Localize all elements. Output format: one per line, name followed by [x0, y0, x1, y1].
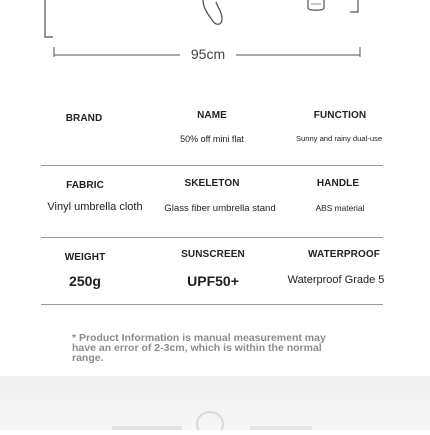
skeleton-value: Glass fiber umbrella stand — [164, 203, 276, 214]
right-bracket-line — [350, 0, 358, 12]
name-value: 50% off mini flat — [180, 134, 244, 144]
umbrella-photo-icon — [0, 376, 430, 430]
waterproof-header: WATERPROOF — [308, 249, 380, 260]
handle-value: ABS material — [315, 203, 365, 213]
function-header: FUNCTION — [313, 110, 367, 121]
row-divider-2 — [41, 237, 383, 238]
fabric-header: FABRIC — [66, 180, 104, 191]
left-bracket-line — [45, 0, 53, 37]
row-divider-3 — [41, 304, 383, 305]
dimension-label: 95cm — [180, 46, 236, 62]
brand-header: BRAND — [65, 113, 103, 124]
waterproof-value: Waterproof Grade 5 — [287, 274, 385, 286]
name-header: NAME — [197, 110, 227, 121]
skeleton-header: SKELETON — [184, 178, 240, 189]
sunscreen-value: UPF50+ — [187, 273, 239, 289]
function-value: Sunny and rainy dual-use — [295, 134, 383, 143]
product-photo-strip — [0, 376, 430, 430]
tip-cap-icon — [308, 0, 324, 10]
row-divider-1 — [41, 165, 383, 166]
handle-header: HANDLE — [316, 178, 360, 189]
weight-header: WEIGHT — [64, 252, 106, 263]
fabric-value: Vinyl umbrella cloth — [47, 201, 143, 213]
weight-value: 250g — [69, 273, 101, 289]
sunscreen-header: SUNSCREEN — [181, 249, 245, 260]
measurement-note: * Product Information is manual measurement may have an error of 2-3cm, which is within the normal range. — [72, 332, 326, 364]
handle-hook-icon — [203, 0, 222, 24]
